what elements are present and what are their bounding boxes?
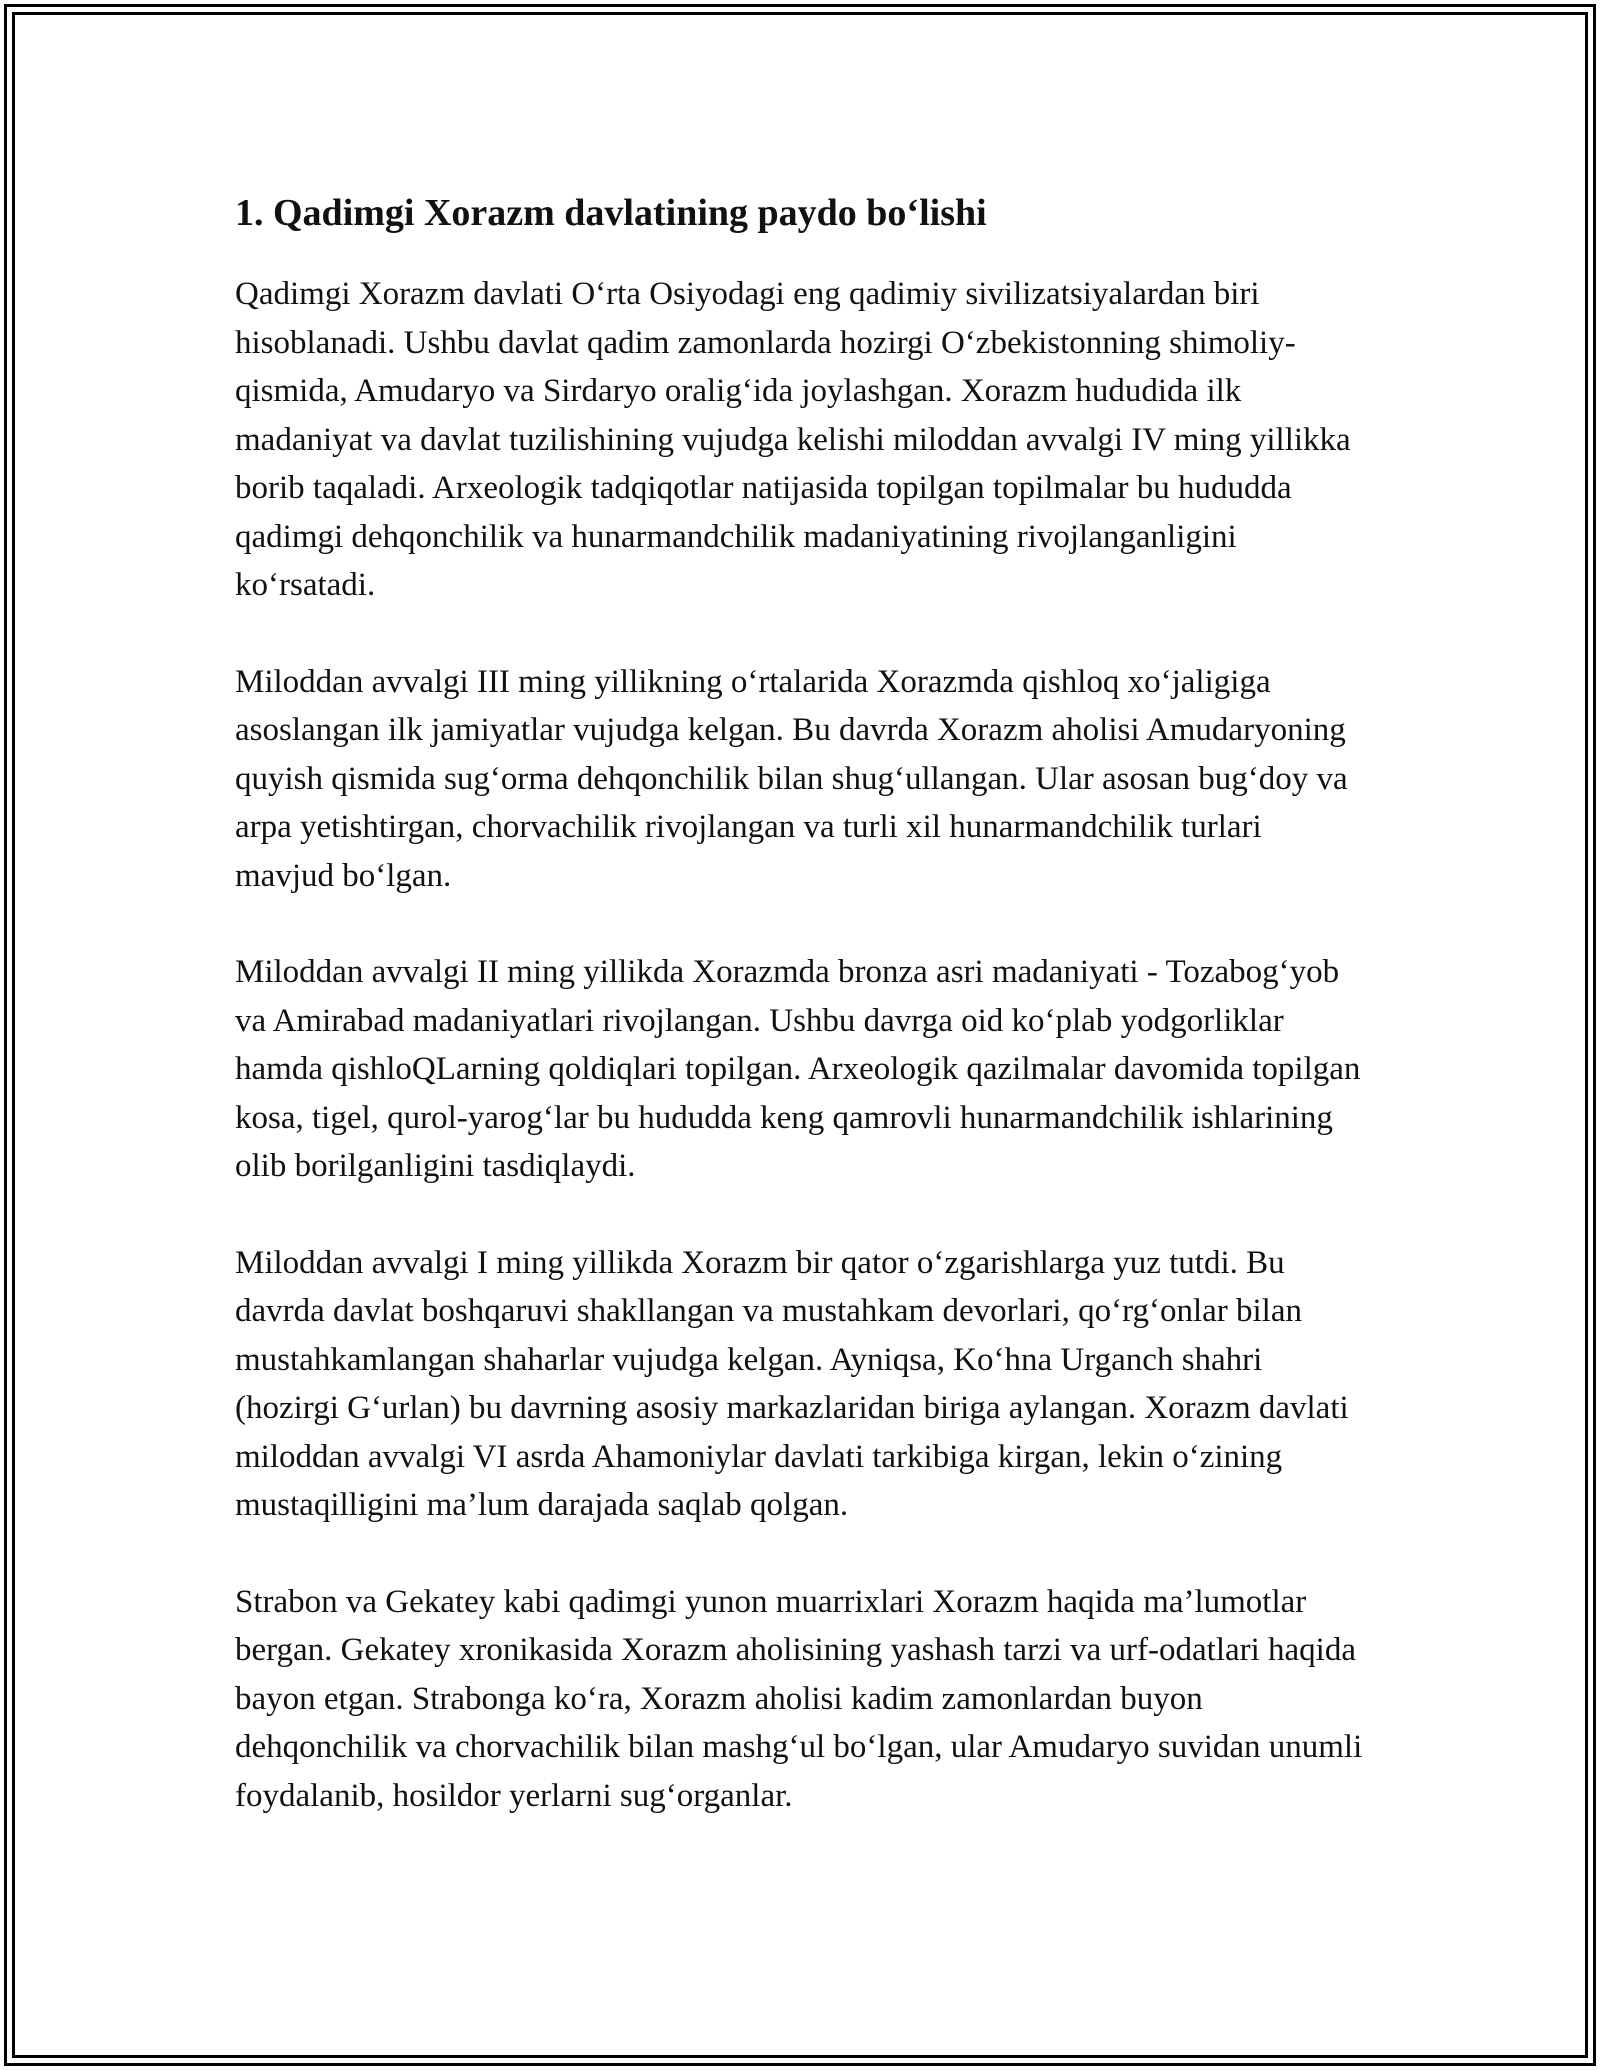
paragraph-1: Qadimgi Xorazm davlati O‘rta Osiyodagi eng qadimiy sivilizatsiyalardan biri hisoblanadi. Ushbu davlat qadim zamonlarda hozirgi O‘zbekistonning shimoliy-qismida, Amudaryo va Sirdaryo oralig‘ida joylashgan. Xorazm hududida ilk madaniyat va davlat tuzilishining vujudga kelishi miloddan avvalgi IV ming yillikka borib taqaladi. Arxeologik tadqiqotlar natijasida topilgan topilmalar bu hududda qadimgi dehqonchilik va hunarmandchilik madaniyatining rivojlanganligini ko‘rsatadi.: [235, 276, 1351, 603]
document-page: [235, 183, 1365, 1868]
section-heading: 1. Qadimgi Xorazm davlatining paydo bo‘lishi: [235, 192, 987, 234]
paragraph-5: Strabon va Gekatey kabi qadimgi yunon muarrixlari Xorazm haqida ma’lumotlar bergan. Gekatey xronikasida Xorazm aholisining yashash tarzi va urf-odatlari haqida bayon etgan. Strabonga ko‘ra, Xorazm aholisi kadim zamonlardan buyon dehqonchilik va chorvachilik bilan mashg‘ul bo‘lgan, ular Amudaryo suvidan unumli foydalanib, hosildor yerlarni sug‘organlar.: [235, 1583, 1363, 1814]
paragraph-2: Miloddan avvalgi III ming yillikning o‘rtalarida Xorazmda qishloq xo‘jaligiga asoslangan ilk jamiyatlar vujudga kelgan. Bu davrda Xorazm aholisi Amudaryoning quyish qismida sug‘orma dehqonchilik bilan shug‘ullangan. Ular asosan bug‘doy va arpa yetishtirgan, chorvachilik rivojlangan va turli xil hunarmandchilik turlari mavjud bo‘lgan.: [235, 663, 1348, 894]
paragraph-4: Miloddan avvalgi I ming yillikda Xorazm bir qator o‘zgarishlarga yuz tutdi. Bu davrda davlat boshqaruvi shakllangan va mustahkam devorlari, qo‘rg‘onlar bilan mustahkamlangan shaharlar vujudga kelgan. Ayniqsa, Ko‘hna Urganch shahri (hozirgi G‘urlan) bu davrning asosiy markazlaridan biriga aylangan. Xorazm davlati miloddan avvalgi VI asrda Ahamoniylar davlati tarkibiga kirgan, lekin o‘zining mustaqilligini ma’lum darajada saqlab qolgan.: [235, 1244, 1349, 1523]
paragraph-3: Miloddan avvalgi II ming yillikda Xorazmda bronza asri madaniyati - Tozabog‘yob va Amirabad madaniyatlari rivojlangan. Ushbu davrga oid ko‘plab yodgorliklar hamda qishloQLarning qoldiqlari topilgan. Arxeologik qazilmalar davomida topilgan kosa, tigel, qurol-yarog‘lar bu hududda keng qamrovli hunarmandchilik ishlarining olib borilganligini tasdiqlaydi.: [235, 954, 1361, 1184]
